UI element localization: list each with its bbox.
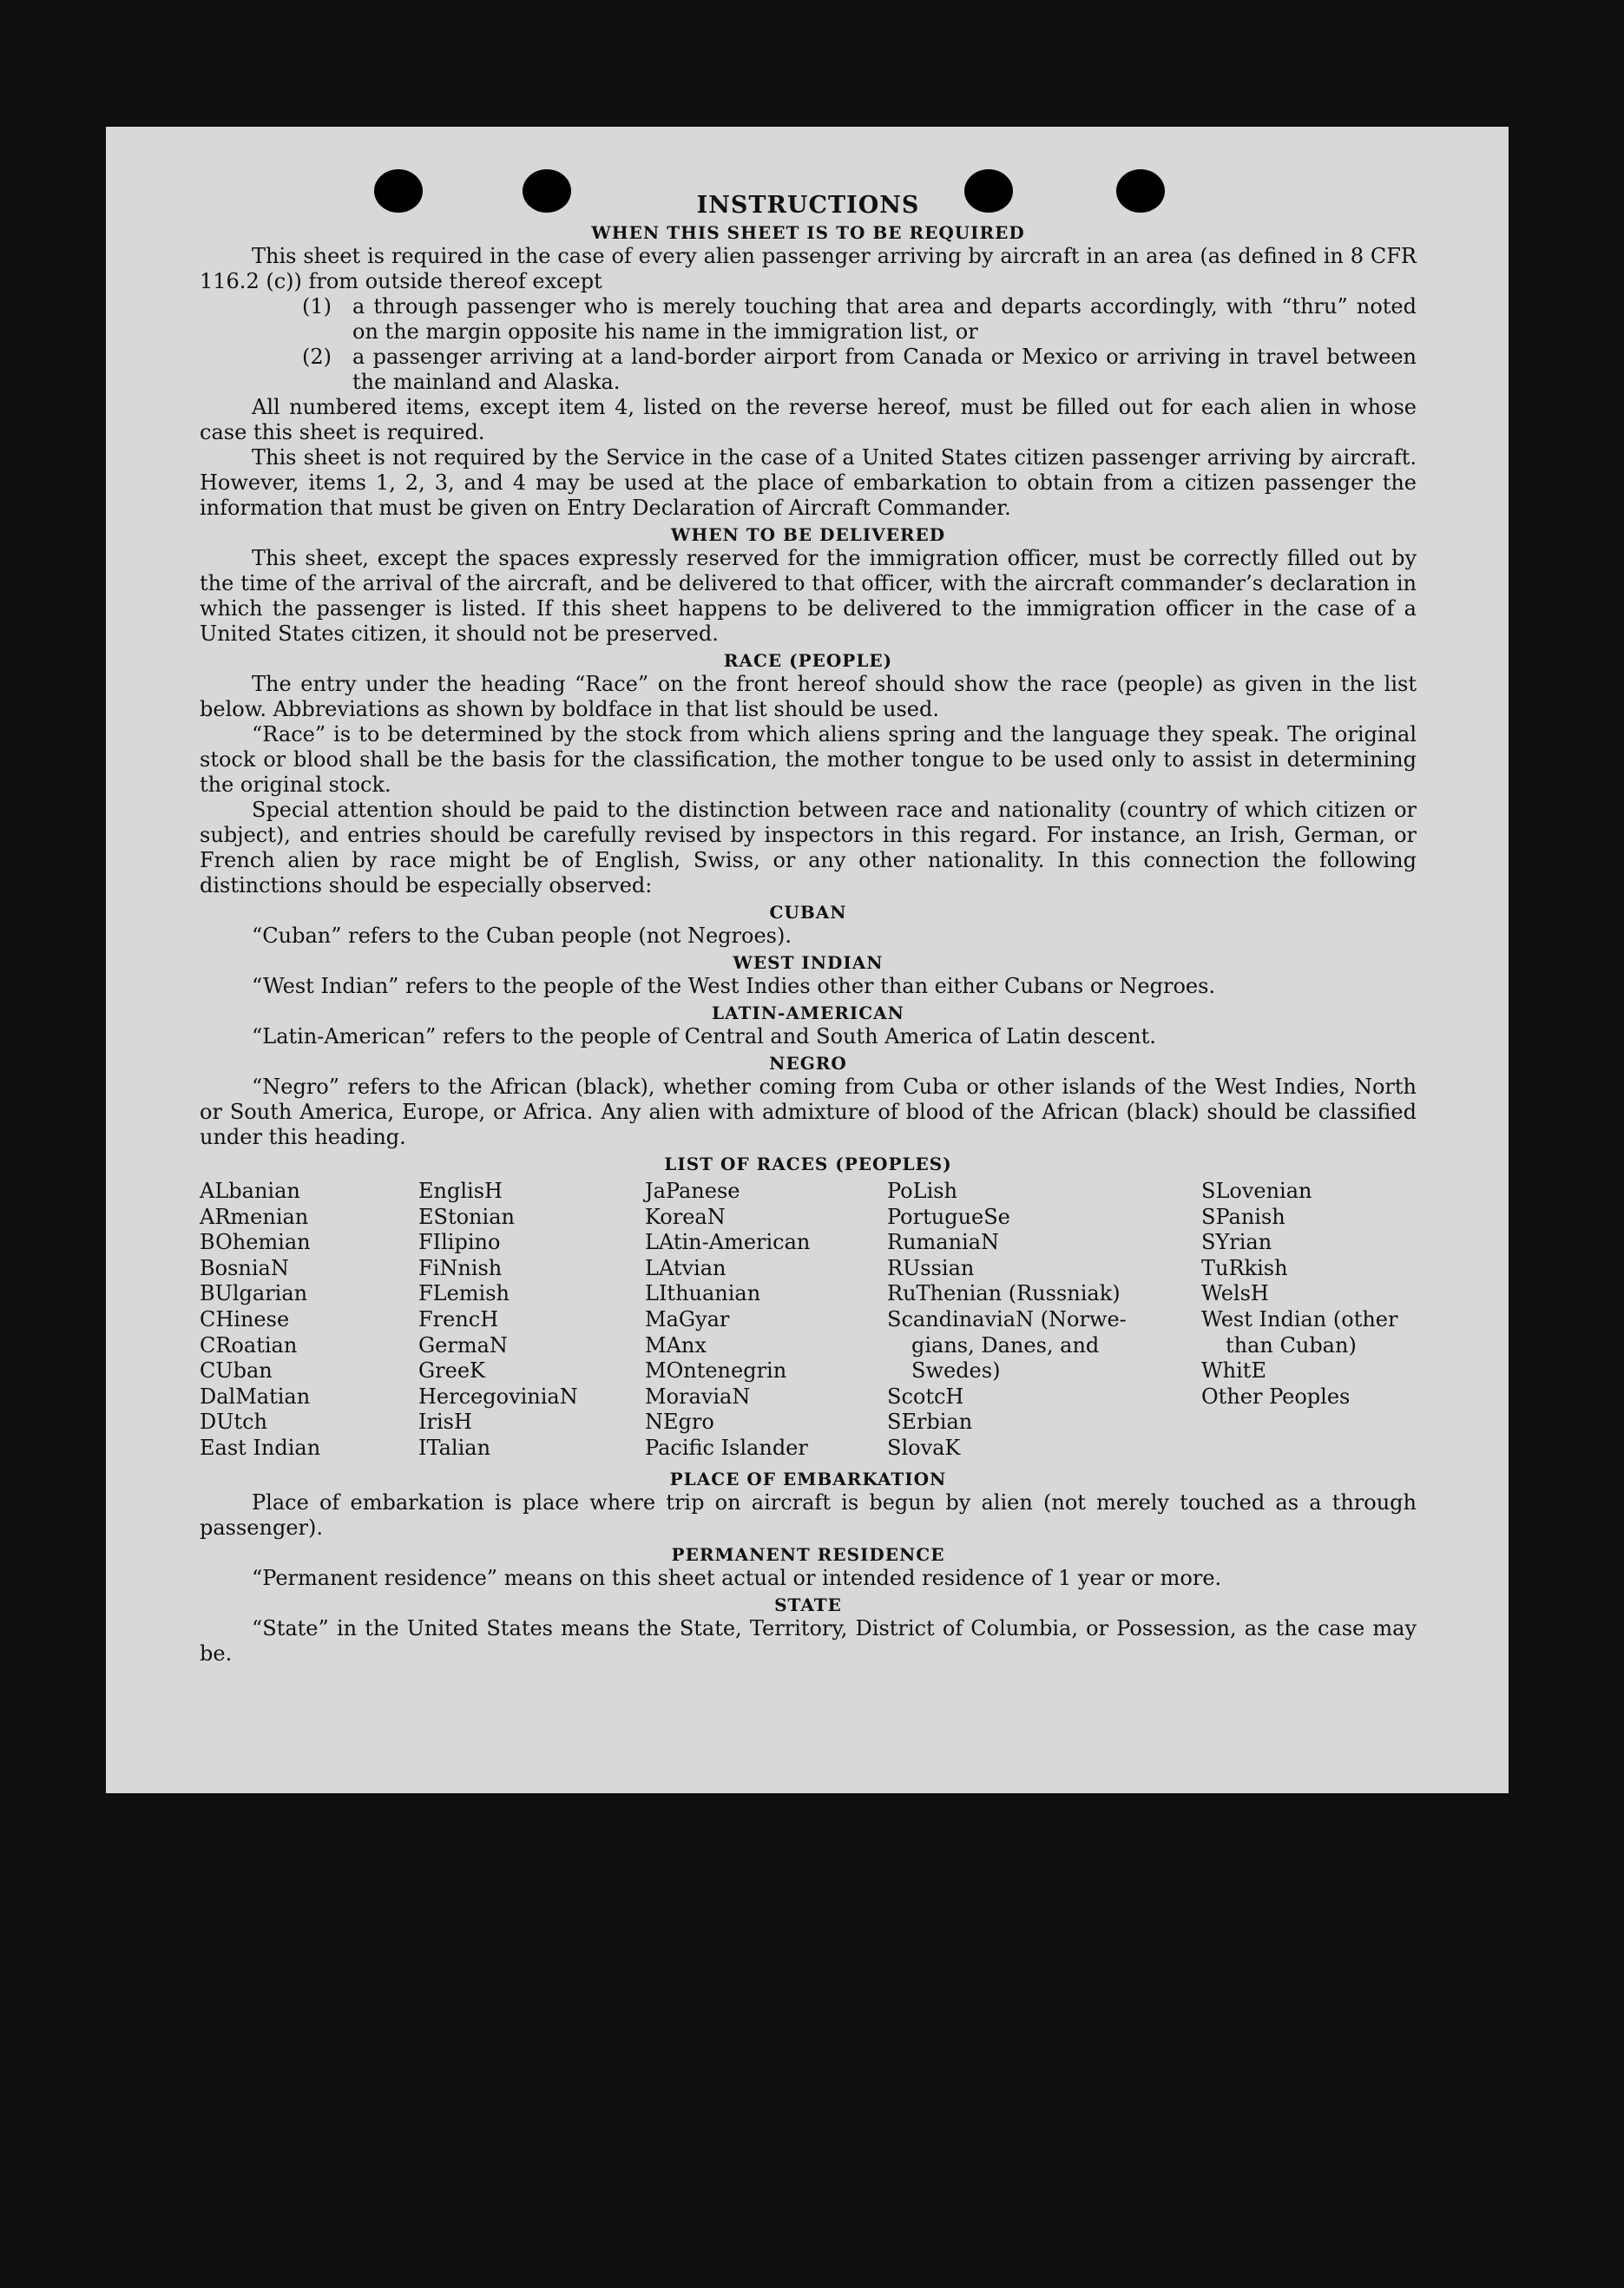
section-heading-permanent-residence: PERMANENT RESIDENCE xyxy=(671,1544,945,1565)
race-item: FrencH xyxy=(418,1306,499,1331)
race-item: LAtvian xyxy=(645,1255,727,1280)
race-item: LAtin-American xyxy=(645,1230,811,1255)
race-item-continuation: gians, Danes, and xyxy=(911,1332,1100,1358)
race-item: ITalian xyxy=(418,1435,491,1460)
race-item: BosniaN xyxy=(200,1255,289,1280)
item-number: (2) xyxy=(302,345,332,369)
race-item: EnglisH xyxy=(418,1179,503,1203)
paragraph: “Permanent residence” means on this sheet actual or intended residence of 1 year or more. xyxy=(252,1566,1222,1590)
paragraph: “Race” is to be determined by the stock from which aliens spring and the language they speak. The original stock or blood shall be the basis for the classification, the mother tongue to be used only to assist in determining the original stock. xyxy=(200,722,1417,797)
instructions-content xyxy=(200,193,1417,1667)
item-text: a through passenger who is merely touching that area and departs accordingly, with “thru” noted on the margin opposite his name in the immigration list, or xyxy=(352,294,1417,344)
paragraph: This sheet is not required by the Service in the case of a United States citizen passenger arriving by aircraft. However, items 1, 2, 3, and 4 may be used at the place of embarkation to obtain from a citizen passenger the information that must be given on Entry Declaration of Aircraft Commander. xyxy=(200,445,1417,520)
list-item xyxy=(200,345,1417,395)
race-item: SLovenian xyxy=(1201,1179,1312,1203)
section-heading-cuban: CUBAN xyxy=(769,902,847,923)
paragraph: This sheet is required in the case of every alien passenger arriving by aircraft in an area (as defined in 8 CFR 116.2 (c)) from outside thereof except xyxy=(200,244,1417,293)
section-heading-list-of-races: LIST OF RACES (PEOPLES) xyxy=(664,1154,952,1174)
race-item: TuRkish xyxy=(1201,1255,1288,1280)
race-item: KoreaN xyxy=(645,1204,726,1229)
paragraph: Place of embarkation is place where trip on aircraft is begun by alien (not merely touched as a through passenger). xyxy=(200,1490,1417,1540)
race-item: SlovaK xyxy=(887,1435,961,1460)
race-item: Pacific Islander xyxy=(645,1435,808,1460)
section-heading-state: STATE xyxy=(774,1594,842,1615)
race-item: RUssian xyxy=(887,1255,975,1280)
race-item: SPanish xyxy=(1201,1204,1285,1229)
race-column-1 xyxy=(200,1179,320,1462)
section-heading-when-delivered: WHEN TO BE DELIVERED xyxy=(670,524,946,545)
race-item: West Indian (other xyxy=(1201,1306,1398,1331)
race-item: CUban xyxy=(200,1358,273,1384)
race-item-continuation: Swedes) xyxy=(911,1358,1001,1384)
race-item-continuation: than Cuban) xyxy=(1226,1332,1357,1358)
section-heading-latin-american: LATIN-AMERICAN xyxy=(712,1003,904,1023)
race-column-4 xyxy=(887,1179,1127,1462)
race-item: GermaN xyxy=(418,1332,508,1358)
race-column-5 xyxy=(1201,1179,1397,1410)
race-item: PortugueSe xyxy=(887,1204,1010,1229)
race-item: EStonian xyxy=(418,1204,515,1229)
race-item: WelsH xyxy=(1201,1281,1269,1306)
race-item: ARmenian xyxy=(200,1204,309,1229)
race-item: ScotcH xyxy=(887,1384,964,1409)
race-item: PoLish xyxy=(887,1179,958,1203)
page-title: INSTRUCTIONS xyxy=(696,192,920,219)
race-item: SYrian xyxy=(1201,1230,1272,1255)
race-item: MOntenegrin xyxy=(645,1358,787,1384)
race-item: ALbanian xyxy=(200,1179,300,1203)
race-item: NEgro xyxy=(645,1410,714,1435)
race-column-2 xyxy=(418,1179,578,1462)
paragraph: “Latin-American” refers to the people of Central and South America of Latin descent. xyxy=(252,1024,1156,1049)
race-item: ScandinaviaN (Norwe- xyxy=(887,1306,1127,1331)
race-item: DUtch xyxy=(200,1410,268,1435)
list-item xyxy=(200,294,1417,345)
race-item: RumaniaN xyxy=(887,1230,1000,1255)
race-item: LIthuanian xyxy=(645,1281,761,1306)
paragraph: “State” in the United States means the State, Territory, District of Columbia, or Possession, as the case may be. xyxy=(200,1616,1417,1666)
paragraph: “Cuban” refers to the Cuban people (not Negroes). xyxy=(252,924,792,948)
section-heading-when-required: WHEN THIS SHEET IS TO BE REQUIRED xyxy=(591,222,1025,243)
section-heading-negro: NEGRO xyxy=(769,1053,847,1074)
paragraph: Special attention should be paid to the distinction between race and nationality (country of which citizen or subject), and entries should be carefully revised by inspectors in this regard. For instance, an Irish, German, or French alien by race might be of English, Swiss, or any other nationality. In this connection the following distinctions should be especially observed: xyxy=(200,798,1417,897)
race-item: FiNnish xyxy=(418,1255,503,1280)
race-item: GreeK xyxy=(418,1358,485,1384)
race-item: BUlgarian xyxy=(200,1281,308,1306)
race-item: MAnx xyxy=(645,1332,707,1358)
race-item: RuThenian (Russniak) xyxy=(887,1281,1121,1306)
section-heading-west-indian: WEST INDIAN xyxy=(733,952,884,973)
paragraph: This sheet, except the spaces expressly reserved for the immigration officer, must be correctly filled out by the time of the arrival of the aircraft, and be delivered to that officer, with the aircraft commander’s declaration in which the passenger is listed. If this sheet happens to be delivered to the immigration officer in the case of a United States citizen, it should not be preserved. xyxy=(200,546,1417,646)
race-item: WhitE xyxy=(1201,1358,1266,1384)
paragraph: “Negro” refers to the African (black), whether coming from Cuba or other islands of the West Indies, North or South America, Europe, or Africa. Any alien with admixture of blood of the African (black) should be classified under this heading. xyxy=(200,1075,1417,1149)
race-item: Other Peoples xyxy=(1201,1384,1351,1409)
race-item: CHinese xyxy=(200,1306,290,1331)
race-item: BOhemian xyxy=(200,1230,311,1255)
paragraph: “West Indian” refers to the people of the West Indies other than either Cubans or Negroes. xyxy=(252,974,1216,998)
section-heading-embarkation: PLACE OF EMBARKATION xyxy=(669,1469,947,1489)
race-list xyxy=(200,1179,1417,1465)
race-column-3 xyxy=(645,1179,810,1462)
document-sheet xyxy=(106,127,1509,1793)
item-text: a passenger arriving at a land-border airport from Canada or Mexico or arriving in travel between the mainland and Alaska. xyxy=(352,345,1417,394)
paragraph: All numbered items, except item 4, listed on the reverse hereof, must be filled out for each alien in whose case this sheet is required. xyxy=(200,395,1417,444)
paragraph: The entry under the heading “Race” on the front hereof should show the race (people) as given in the list below. Abbreviations as shown by boldface in that list should be used. xyxy=(200,672,1417,721)
race-item: MoraviaN xyxy=(645,1384,751,1409)
race-item: JaPanese xyxy=(645,1179,740,1203)
race-item: MaGyar xyxy=(645,1306,730,1331)
section-heading-race: RACE (PEOPLE) xyxy=(723,650,893,671)
race-item: IrisH xyxy=(418,1410,472,1435)
race-item: SErbian xyxy=(887,1410,973,1435)
item-number: (1) xyxy=(302,294,332,319)
race-item: CRoatian xyxy=(200,1332,298,1358)
race-item: HercegoviniaN xyxy=(418,1384,578,1409)
race-item: FIlipino xyxy=(418,1230,501,1255)
race-item: East Indian xyxy=(200,1435,321,1460)
race-item: DalMatian xyxy=(200,1384,311,1409)
race-item: FLemish xyxy=(418,1281,510,1306)
